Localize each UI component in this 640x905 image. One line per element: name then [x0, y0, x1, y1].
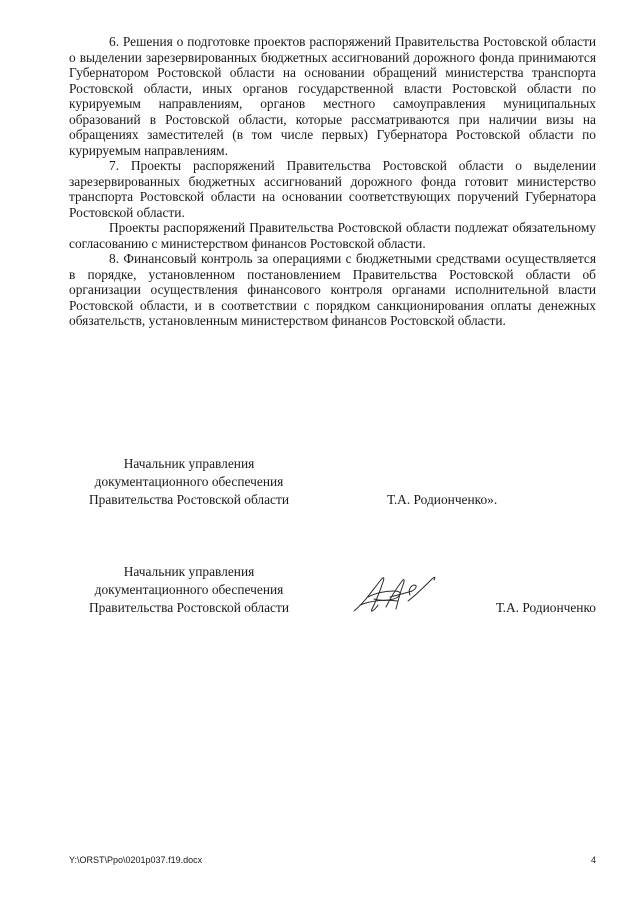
- signature-block-quoted: [69, 455, 596, 511]
- position-line: документационного обеспечения: [94, 581, 284, 597]
- position-line: Начальник управления: [123, 564, 255, 579]
- position-line: Начальник управления: [123, 456, 255, 471]
- footer-file-path: Y:\ORST\Ppo\0201p037.f19.docx: [69, 855, 203, 865]
- position-line: Правительства Ростовской области: [88, 491, 290, 507]
- page-number: 4: [590, 855, 596, 865]
- handwritten-signature: [350, 571, 440, 617]
- position-line: документационного обеспечения: [94, 473, 284, 489]
- paragraph-7: 7. Проекты распоряжений Правительства Ростовской области о выделении зарезервированных бюджетных ассигнований дорожного фонда готовит министерство транспорта Ростовской области на основании соответствующих поручений Губернатора Ростовской области.: [69, 158, 596, 220]
- paragraph-8: 8. Финансовый контроль за операциями с бюджетными средствами осуществляется в порядке, установленном постановлением Правительства Ростовской области об организации осуществления финансового контроля органами исполнительной власти Ростовской области, и в соответствии с порядком санкционирования оплаты денежных обязательств, установленным министерством финансов Ростовской области.: [69, 251, 596, 328]
- signature-block-final: [69, 563, 596, 619]
- paragraph-7-approval: Проекты распоряжений Правительства Ростовской области подлежат обязательному согласованию с министерством финансов Ростовской области.: [69, 220, 596, 251]
- signatory-position: [69, 455, 309, 508]
- position-line: Правительства Ростовской области: [88, 599, 290, 615]
- signatory-name: Т.А. Родионченко».: [387, 491, 498, 507]
- signatory-name: Т.А. Родионченко: [495, 599, 596, 615]
- signatory-position: [69, 563, 309, 616]
- document-body: [69, 34, 596, 329]
- paragraph-6: 6. Решения о подготовке проектов распоряжений Правительства Ростовской области о выделении зарезервированных бюджетных ассигнований дорожного фонда принимаются Губернатором Ростовской области на основании обращений министерства транспорта Ростовской области, иных органов государственной власти Ростовской области по курируемым направлениям, органов местного самоуправления муниципальных образований в Ростовской области, которые рассматриваются при наличии визы на обращениях заместителей (в том числе первых) Губернатора Ростовской области по курируемым направлениям.: [69, 34, 596, 158]
